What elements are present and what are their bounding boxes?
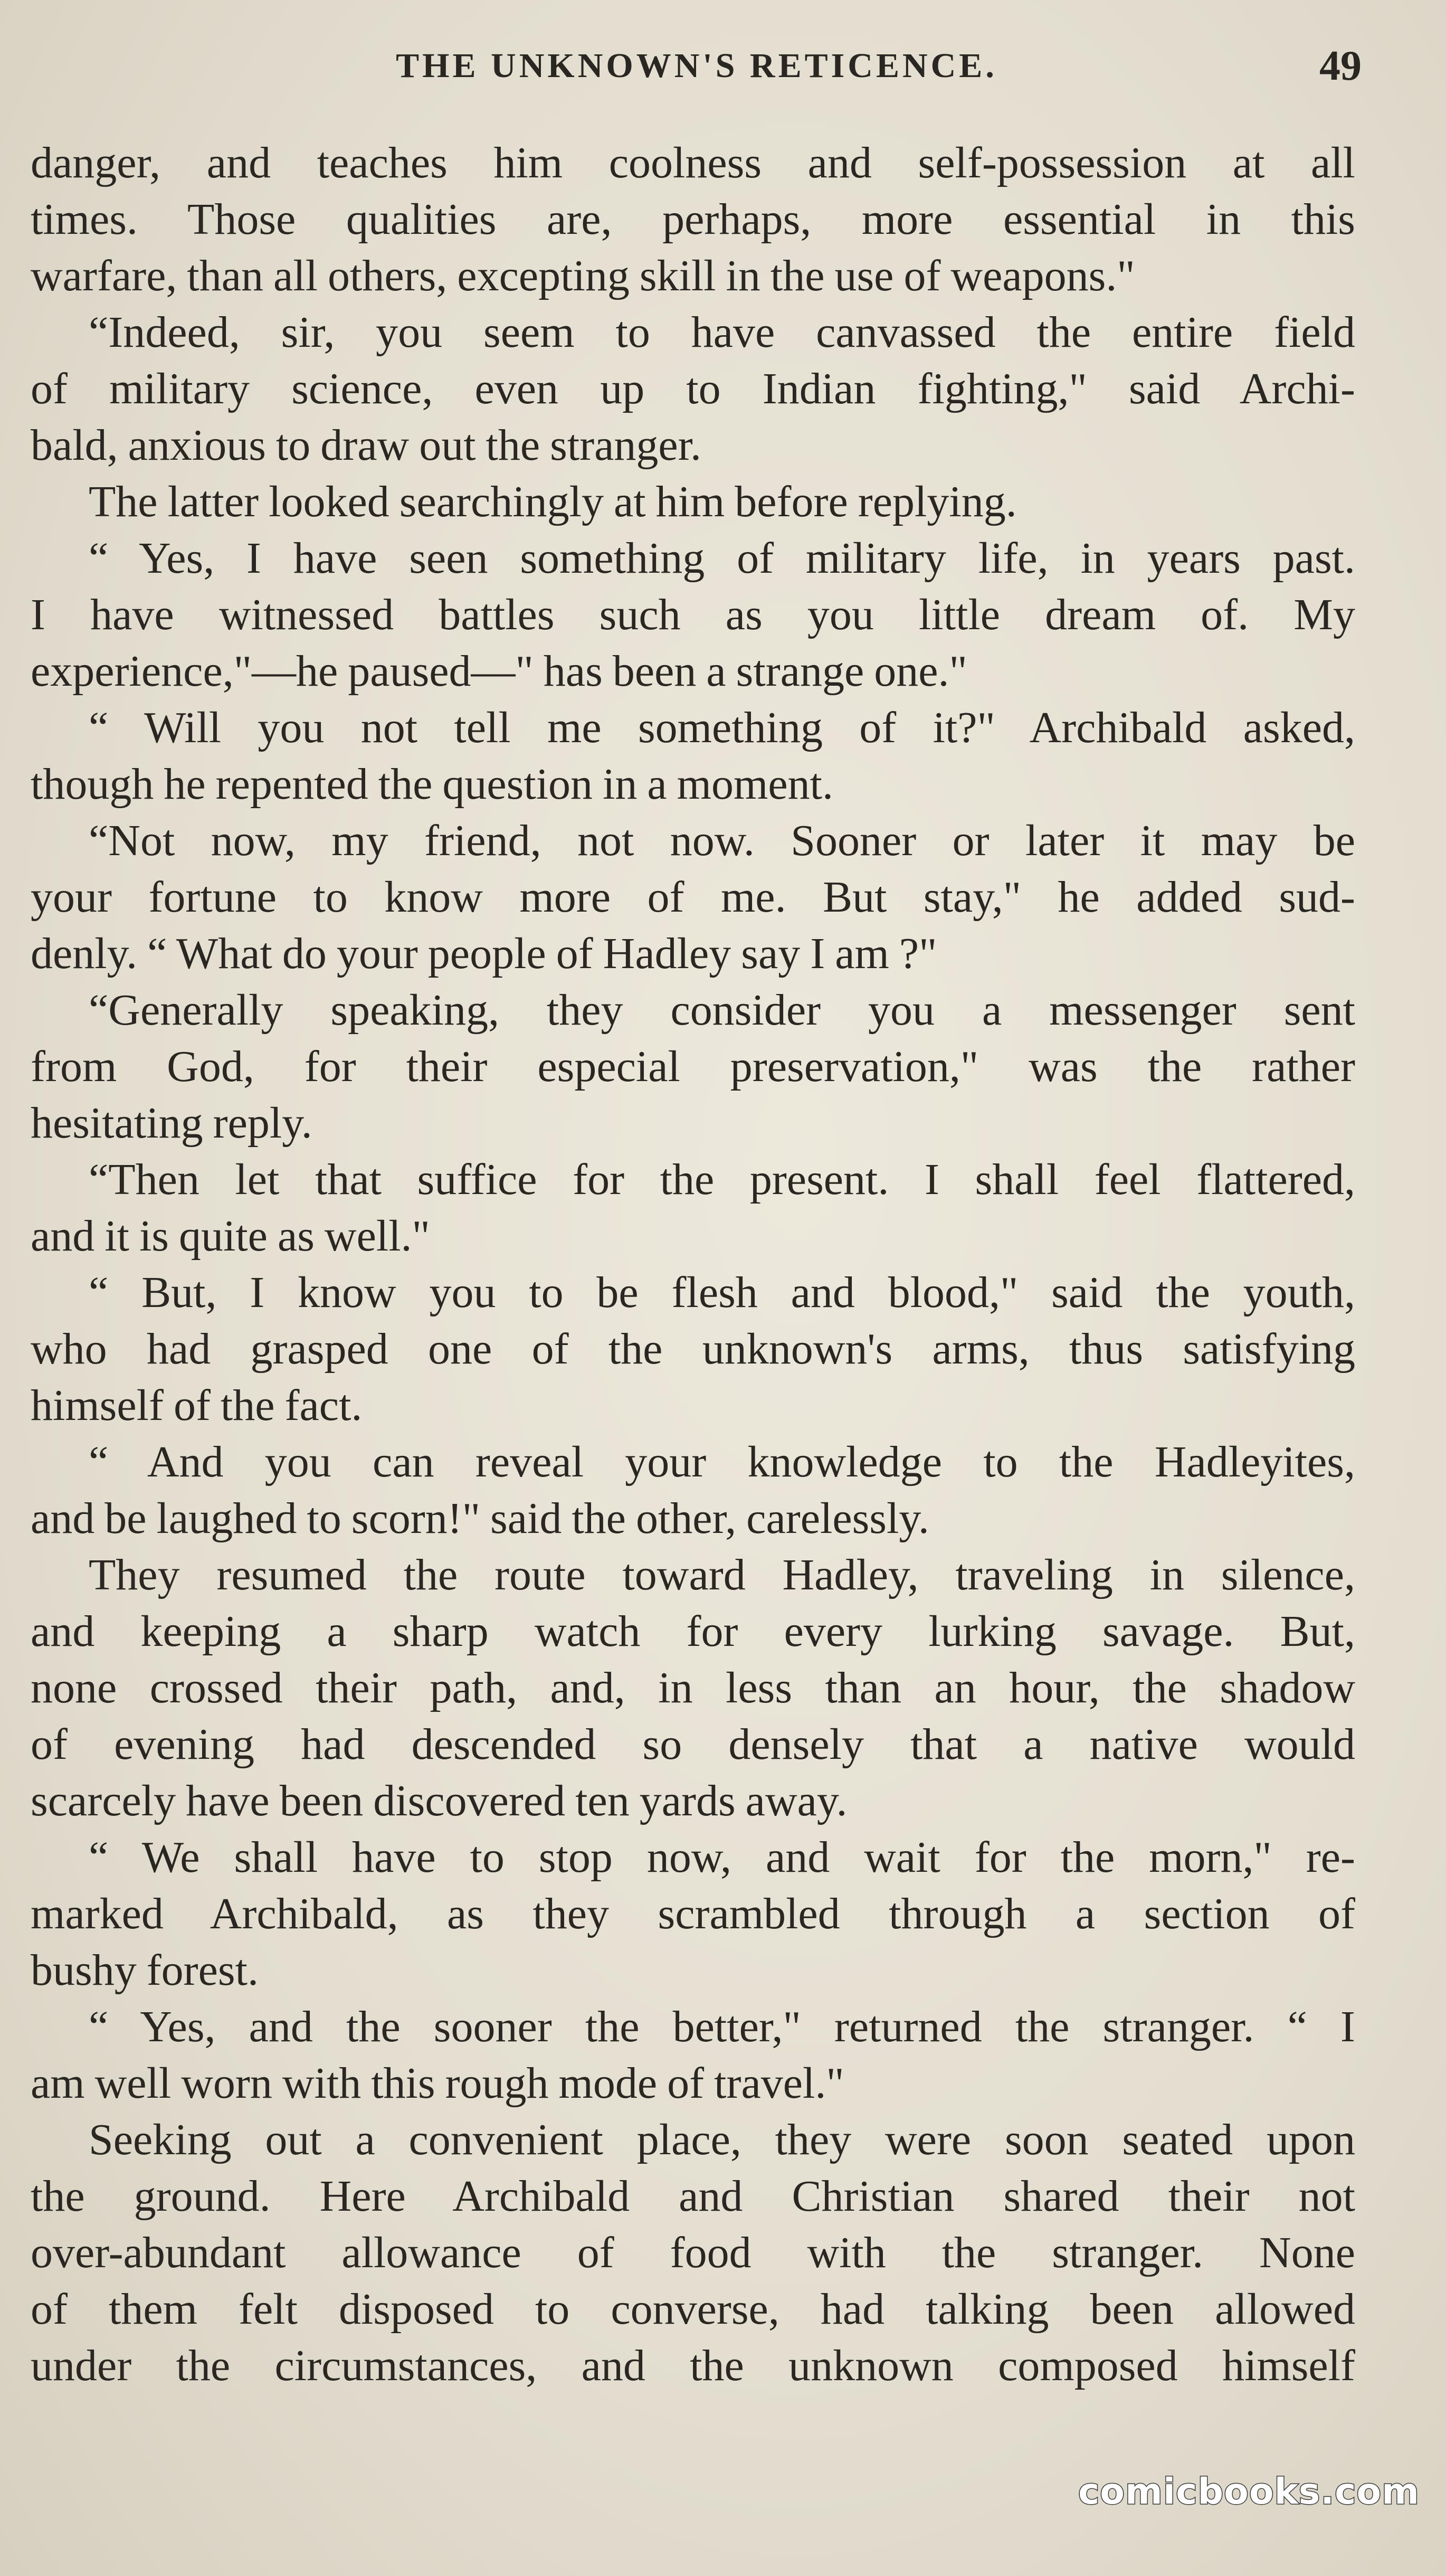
text-line: of military science, even up to Indian fighting," said Archi- [31, 364, 1355, 413]
text-line: times. Those qualities are, perhaps, more essential in this [31, 195, 1355, 244]
text-line: “ Yes, I have seen something of military life, in years past. [89, 534, 1355, 583]
text-line: and be laughed to scorn!" said the other, carelessly. [31, 1494, 929, 1543]
text-line: Seeking out a convenient place, they were soon seated upon [89, 2115, 1355, 2164]
text-line: and keeping a sharp watch for every lurking savage. But, [31, 1607, 1355, 1656]
body-text [31, 135, 1355, 2394]
text-line: and it is quite as well." [31, 1211, 430, 1261]
text-line: “ Will you not tell me something of it?" Archibald asked, [89, 703, 1355, 752]
text-line: The latter looked searchingly at him before replying. [89, 477, 1017, 526]
text-line: “ We shall have to stop now, and wait for the morn," re- [89, 1833, 1355, 1882]
text-line: “Not now, my friend, not now. Sooner or later it may be [89, 816, 1355, 865]
text-line: am well worn with this rough mode of travel." [31, 2059, 844, 2108]
text-line: none crossed their path, and, in less than an hour, the shadow [31, 1663, 1355, 1712]
text-line: warfare, than all others, excepting skill in the use of weapons." [31, 251, 1135, 300]
page-number: 49 [1319, 43, 1362, 89]
running-head [32, 37, 1362, 95]
text-line: himself of the fact. [31, 1381, 363, 1430]
text-line: who had grasped one of the unknown's arms, thus satisfying [31, 1324, 1355, 1374]
text-line: danger, and teaches him coolness and self-possession at all [31, 138, 1355, 187]
text-line: of them felt disposed to converse, had talking been allowed [31, 2285, 1355, 2334]
text-line: “ Yes, and the sooner the better," returned the stranger. “ I [89, 2002, 1355, 2051]
text-line: “Generally speaking, they consider you a messenger sent [89, 986, 1355, 1035]
text-line: bald, anxious to draw out the stranger. [31, 421, 702, 470]
text-line: I have witnessed battles such as you little dream of. My [31, 590, 1355, 639]
text-line: scarcely have been discovered ten yards away. [31, 1776, 848, 1825]
text-line: from God, for their especial preservation," was the rather [31, 1042, 1355, 1091]
text-line: hesitating reply. [31, 1098, 312, 1148]
text-line: of evening had descended so densely that a native would [31, 1720, 1355, 1769]
text-line: “ And you can reveal your knowledge to the Hadleyites, [89, 1437, 1355, 1486]
text-line: over-abundant allowance of food with the stranger. None [31, 2228, 1355, 2277]
text-line: the ground. Here Archibald and Christian shared their not [31, 2172, 1355, 2221]
text-line: bushy forest. [31, 1946, 259, 1995]
chapter-running-title: THE UNKNOWN'S RETICENCE. [396, 46, 997, 85]
text-line: marked Archibald, as they scrambled through a section of [31, 1889, 1355, 1938]
text-line: “Then let that suffice for the present. I shall feel flattered, [89, 1155, 1355, 1204]
text-line: denly. “ What do your people of Hadley say I am ?" [31, 929, 937, 978]
text-line: your fortune to know more of me. But stay," he added sud- [31, 873, 1355, 922]
text-line: under the circumstances, and the unknown composed himself [31, 2341, 1355, 2390]
text-line: “Indeed, sir, you seem to have canvassed the entire field [89, 308, 1355, 357]
text-line: though he repented the question in a moment. [31, 760, 833, 809]
site-watermark: comicbooks.com [1078, 2471, 1420, 2513]
text-line: experience,"—he paused—" has been a strange one." [31, 647, 967, 696]
text-line: They resumed the route toward Hadley, traveling in silence, [89, 1550, 1355, 1599]
text-line: “ But, I know you to be flesh and blood," said the youth, [89, 1268, 1355, 1317]
